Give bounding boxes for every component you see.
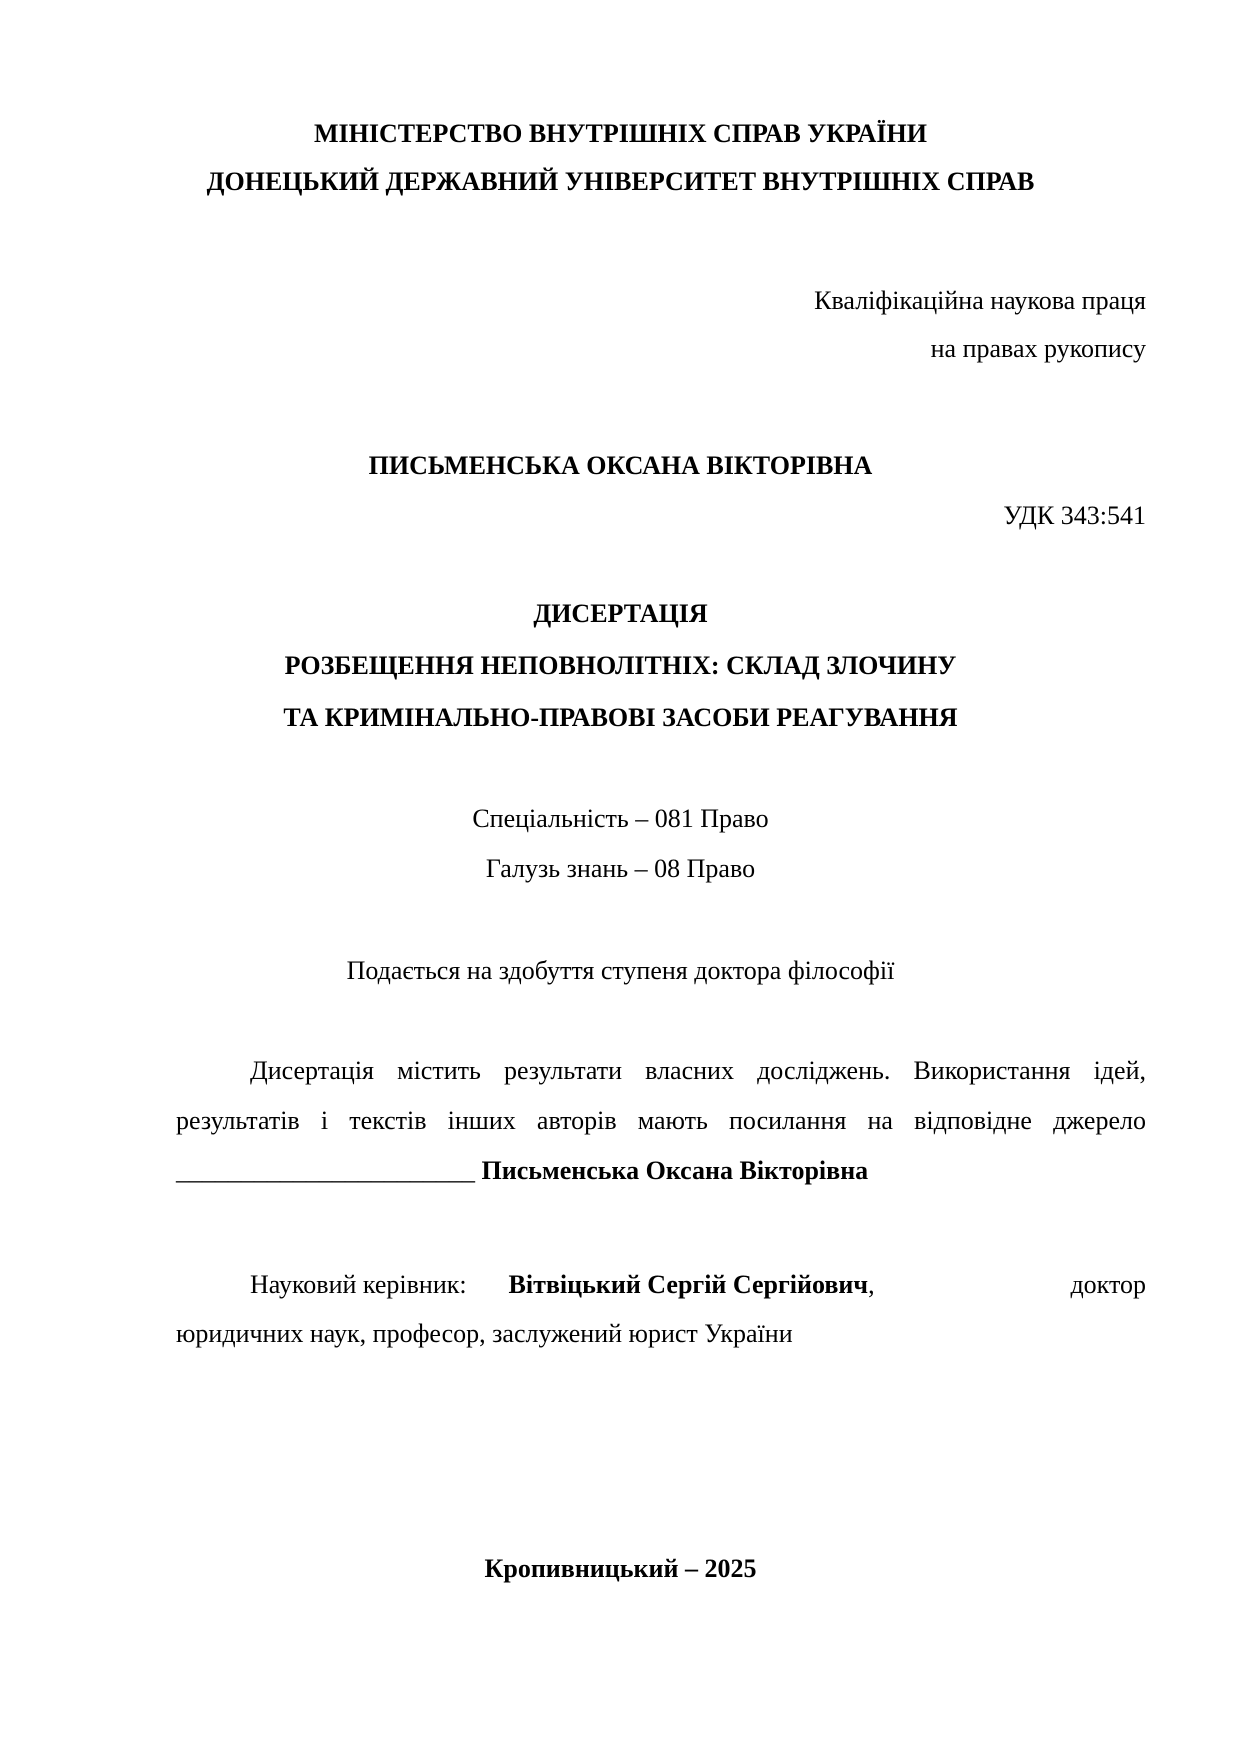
title-line2: ТА КРИМІНАЛЬНО-ПРАВОВІ ЗАСОБИ РЕАГУВАННЯ bbox=[283, 703, 958, 732]
field-of-knowledge: Галузь знань – 08 Право bbox=[485, 854, 756, 883]
ministry-heading: МІНІСТЕРСТВО ВНУТРІШНІХ СПРАВ УКРАЇНИ bbox=[313, 119, 927, 148]
work-status-line1: Кваліфікаційна наукова праця bbox=[814, 286, 1146, 315]
work-status-line2: на правах рукопису bbox=[930, 334, 1146, 363]
supervisor-title-start: доктор bbox=[1070, 1270, 1146, 1299]
supervisor-comma: , bbox=[868, 1270, 875, 1299]
author-name: ПИСЬМЕНСЬКА ОКСАНА ВІКТОРІВНА bbox=[368, 451, 873, 480]
city-year-footer: Кропивницький – 2025 bbox=[484, 1554, 757, 1583]
specialty: Спеціальність – 081 Право bbox=[472, 804, 769, 833]
supervisor-line2: юридичних наук, професор, заслужений юрист України bbox=[176, 1319, 793, 1348]
title-line1: РОЗБЕЩЕННЯ НЕПОВНОЛІТНІХ: СКЛАД ЗЛОЧИНУ bbox=[284, 651, 957, 680]
signature-name: Письменська Оксана Вікторівна bbox=[481, 1156, 869, 1185]
supervisor-line1 bbox=[250, 1269, 1146, 1301]
degree-statement: Подається на здобуття ступеня доктора філософії bbox=[346, 956, 895, 985]
signature-blank: _______________________ bbox=[176, 1156, 475, 1185]
signature-line bbox=[176, 1155, 868, 1187]
university-heading: ДОНЕЦЬКИЙ ДЕРЖАВНИЙ УНІВЕРСИТЕТ ВНУТРІШНІХ СПРАВ bbox=[206, 167, 1035, 196]
declaration-line1: Дисертація містить результати власних досліджень. Використання ідей, bbox=[250, 1056, 1146, 1085]
supervisor-label: Науковий керівник: bbox=[250, 1270, 467, 1299]
supervisor-name: Вітвіцький Сергій Сергійович bbox=[508, 1270, 869, 1299]
udc-code: УДК 343:541 bbox=[1003, 501, 1146, 530]
supervisor-name-block bbox=[509, 1269, 1029, 1301]
work-type: ДИСЕРТАЦІЯ bbox=[533, 599, 708, 628]
declaration-line2: результатів і текстів інших авторів мають посилання на відповідне джерело bbox=[176, 1106, 1146, 1135]
